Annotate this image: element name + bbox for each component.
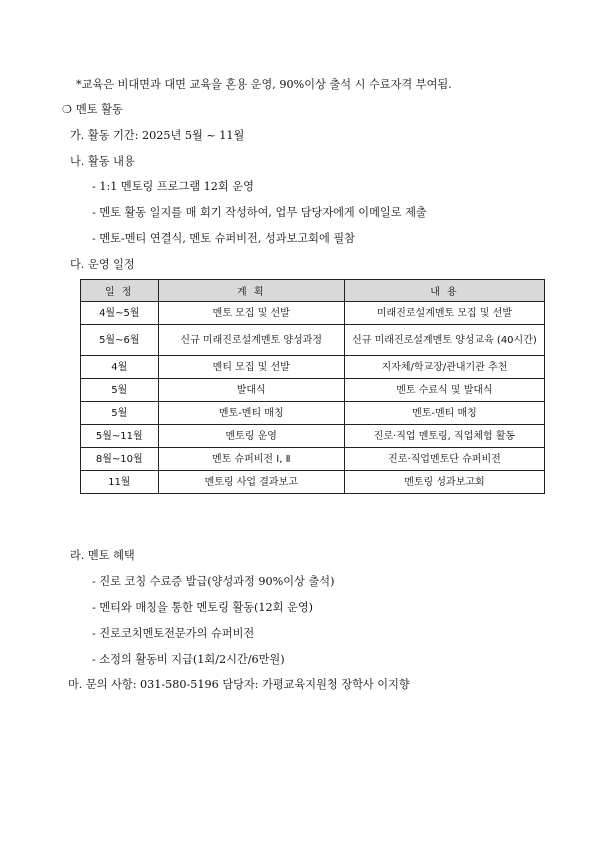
table-row bbox=[81, 379, 545, 402]
cell-plan: 멘토링 사업 결과보고 bbox=[158, 471, 344, 494]
cell-content: 멘토-멘티 매칭 bbox=[344, 402, 544, 425]
content-item: - 멘토 활동 일지를 매 회기 작성하여, 업무 담당자에게 이메일로 제출 bbox=[92, 206, 427, 219]
header-plan: 계 획 bbox=[158, 280, 344, 302]
circle-bullet-icon: ❍ bbox=[62, 103, 73, 116]
section-heading bbox=[62, 102, 123, 118]
header-content: 내 용 bbox=[344, 280, 544, 302]
cell-date: 8월~10월 bbox=[81, 448, 159, 471]
benefit-item: - 소정의 활동비 지급(1회/2시간/6만원) bbox=[92, 653, 285, 666]
cell-content: 멘토 수료식 및 발대식 bbox=[344, 379, 544, 402]
table-header-row bbox=[81, 280, 545, 302]
content-item: - 멘토-멘티 연결식, 멘토 슈퍼비전, 성과보고회에 필참 bbox=[92, 232, 355, 245]
cell-date: 5월 bbox=[81, 402, 159, 425]
table-row bbox=[81, 325, 545, 356]
cell-plan: 멘토-멘티 매칭 bbox=[158, 402, 344, 425]
cell-plan: 멘토링 운영 bbox=[158, 425, 344, 448]
cell-content: 지자체/학교장/관내기관 추천 bbox=[344, 356, 544, 379]
cell-content: 진로·직업 멘토링, 직업체험 활동 bbox=[344, 425, 544, 448]
cell-date: 5월~11월 bbox=[81, 425, 159, 448]
cell-plan: 신규 미래진로설계멘토 양성과정 bbox=[158, 325, 344, 356]
benefit-item: - 진로 코칭 수료증 발급(양성과정 90%이상 출석) bbox=[92, 575, 335, 588]
cell-date: 5월 bbox=[81, 379, 159, 402]
benefit-item: - 진로코치멘토전문가의 슈퍼비전 bbox=[92, 627, 255, 640]
education-note: *교육은 비대면과 대면 교육을 혼용 운영, 90%이상 출석 시 수료자격 부여됨. bbox=[76, 78, 452, 91]
cell-content: 진로·직업멘토단 슈퍼비전 bbox=[344, 448, 544, 471]
cell-plan: 멘토 모집 및 선발 bbox=[158, 302, 344, 325]
section-title: 멘토 활동 bbox=[76, 103, 123, 116]
table-row bbox=[81, 302, 545, 325]
benefit-heading: 라. 멘토 혜택 bbox=[70, 549, 135, 562]
cell-content: 신규 미래진로설계멘토 양성교육 (40시간) bbox=[344, 325, 544, 356]
cell-content: 미래진로설계멘토 모집 및 선발 bbox=[344, 302, 544, 325]
activity-period: 가. 활동 기간: 2025년 5월 ~ 11월 bbox=[70, 129, 245, 142]
cell-content: 멘토링 성과보고회 bbox=[344, 471, 544, 494]
table-row bbox=[81, 402, 545, 425]
cell-date: 5월~6월 bbox=[81, 325, 159, 356]
inquiry-line: 마. 문의 사항: 031-580-5196 담당자: 가평교육지원청 장학사 이지향 bbox=[68, 678, 410, 691]
schedule-heading: 다. 운영 일정 bbox=[70, 258, 135, 271]
cell-date: 11월 bbox=[81, 471, 159, 494]
table-row bbox=[81, 425, 545, 448]
table-row bbox=[81, 471, 545, 494]
cell-date: 4월 bbox=[81, 356, 159, 379]
header-date: 일 정 bbox=[81, 280, 159, 302]
benefit-item: - 멘티와 매칭을 통한 멘토링 활동(12회 운영) bbox=[92, 601, 313, 614]
cell-plan: 멘티 모집 및 선발 bbox=[158, 356, 344, 379]
activity-content-heading: 나. 활동 내용 bbox=[70, 155, 135, 168]
schedule-table bbox=[80, 279, 545, 494]
cell-date: 4월~5월 bbox=[81, 302, 159, 325]
table-row bbox=[81, 356, 545, 379]
table-row bbox=[81, 448, 545, 471]
cell-plan: 멘토 슈퍼비전 Ⅰ, Ⅱ bbox=[158, 448, 344, 471]
content-item: - 1:1 멘토링 프로그램 12회 운영 bbox=[92, 180, 254, 193]
cell-plan: 발대식 bbox=[158, 379, 344, 402]
